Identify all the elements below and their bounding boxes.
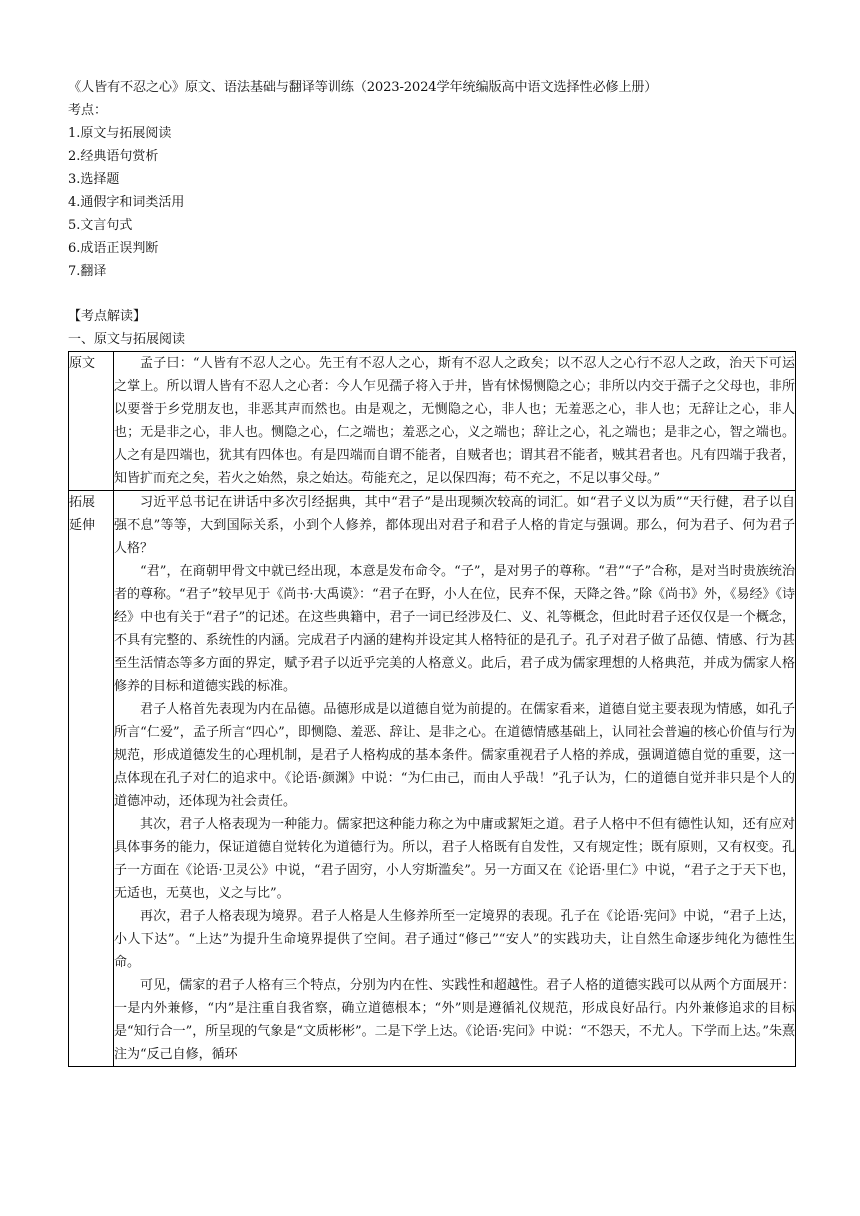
extension-paragraph: 可见，儒家的君子人格有三个特点，分别为内在性、实践性和超越性。君子人格的道德实践可以从两个方面展开：一是内外兼修，“内”是注重自我省察，确立道德根本；“外”则是遵循礼仪规范，形成良好品行。内外兼修追求的目标是“知行合一”，所呈现的气象是“文质彬彬”。二是下学上达。《论语·宪问》中说：“不怨天，不尤人。下学而上达。”朱熹注为“反己自修，循环 [114, 978, 796, 1062]
row-label-text: 拓展 [69, 495, 96, 510]
exam-point: 1.原文与拓展阅读 [68, 126, 172, 141]
original-text: 孟子曰：“人皆有不忍人之心。先王有不忍人之心，斯有不忍人之政矣；以不忍人之心行不忍人之政，治天下可运之掌上。所以谓人皆有不忍人之心者：今人乍见孺子将入于井，皆有怵惕恻隐之心；非所以内交于孺子之父母也，非所以要誉于乡党朋友也，非恶其声而然也。由是观之，无恻隐之心，非人也；无羞恶之心，非人也；无辞让之心，非人也；无是非之心，非人也。恻隐之心，仁之端也；羞恶之心，义之端也；辞让之心，礼之端也；是非之心，智之端也。人之有是四端也，犹其有四体也。有是四端而自谓不能者，自贼者也；谓其君不能者，贼其君者也。凡有四端于我者，知皆扩而充之矣，若火之始然，泉之始达。苟能充之，足以保四海；苟不充之，不足以事父母。” [114, 356, 795, 486]
section-subheading: 一、原文与拓展阅读 [68, 332, 186, 347]
exam-point: 2.经典语句赏析 [68, 149, 159, 164]
row-label-extension [69, 491, 114, 1067]
table-row [69, 352, 796, 491]
original-text-cell [114, 352, 796, 491]
extension-paragraph: 习近平总书记在讲话中多次引经据典，其中“君子”是出现频次较高的词汇。如“君子义以为质”“天行健，君子以自强不息”等等，大到国际关系，小到个人修养，都体现出对君子和君子人格的肯定与强调。那么，何为君子、何为君子人格？ [114, 495, 795, 556]
extension-paragraph: 其次，君子人格表现为一种能力。儒家把这种能力称之为中庸或絜矩之道。君子人格中不但有德性认知，还有应对具体事务的能力，保证道德自觉转化为道德行为。所以，君子人格既有自发性，又有规定性；既有原则，又有权变。孔子一方面在《论语·卫灵公》中说，“君子固穷，小人穷斯滥矣”。另一方面又在《论语·里仁》中说，“君子之于天下也，无适也，无莫也，义之与比”。 [114, 817, 795, 901]
document-title: 《人皆有不忍之心》原文、语法基础与翻译等训练（2023-2024学年统编版高中语文选择性必修上册） [68, 80, 658, 95]
exam-point: 5.文言句式 [68, 218, 133, 233]
reading-table [68, 351, 796, 1067]
extension-paragraph: 君子人格首先表现为内在品德。品德形成是以道德自觉为前提的。在儒家看来，道德自觉主要表现为情感，如孔子所言“仁爱”，孟子所言“四心”，即恻隐、羞恶、辞让、是非之心。在道德情感基础上，认同社会普遍的核心价值与行为规范，形成道德发生的心理机制，是君子人格构成的基本条件。儒家重视君子人格的养成，强调道德自觉的重要，这一点体现在孔子对仁的追求中。《论语·颜渊》中说：“为仁由己，而由人乎哉！”孔子认为，仁的道德自觉并非只是个人的道德冲动，还体现为社会责任。 [114, 702, 795, 809]
exam-point: 3.选择题 [68, 172, 120, 187]
document-page [68, 76, 796, 1067]
exam-point: 7.翻译 [68, 264, 107, 279]
extension-paragraph: 再次，君子人格表现为境界。君子人格是人生修养所至一定境界的表现。孔子在《论语·宪问》中说，“君子上达，小人下达”。“上达”为提升生命境界提供了空间。君子通过“修己”“安人”的实践功夫，让自然生命逐步纯化为德性生命。 [114, 909, 795, 970]
row-label-original [69, 352, 114, 491]
exam-point: 4.通假字和词类活用 [68, 195, 185, 210]
kaodian-label: 考点： [68, 103, 108, 118]
exam-point: 6.成语正误判断 [68, 241, 159, 256]
row-label-text: 原文 [69, 356, 96, 371]
table-row [69, 491, 796, 1067]
extension-text-cell [114, 491, 796, 1067]
section-heading: 【考点解读】 [68, 309, 147, 324]
row-label-text: 延伸 [69, 518, 96, 533]
extension-paragraph: “君”，在商朝甲骨文中就已经出现，本意是发布命令。“子”，是对男子的尊称。“君”“子”合称，是对当时贵族统治者的尊称。“君子”较早见于《尚书·大禹谟》：“君子在野，小人在位，民弃不保，天降之咎。”除《尚书》外，《易经》《诗经》中也有关于“君子”的记述。在这些典籍中，君子一词已经涉及仁、义、礼等概念，但此时君子还仅仅是一个概念，不具有完整的、系统性的内涵。完成君子内涵的建构并设定其人格特征的是孔子。孔子对君子做了品德、情感、行为甚至生活情态等多方面的界定，赋予君子以近乎完美的人格意义。此后，君子成为儒家理想的人格典范，并成为儒家人格修养的目标和道德实践的标准。 [114, 564, 795, 694]
exam-points-list [68, 122, 796, 283]
